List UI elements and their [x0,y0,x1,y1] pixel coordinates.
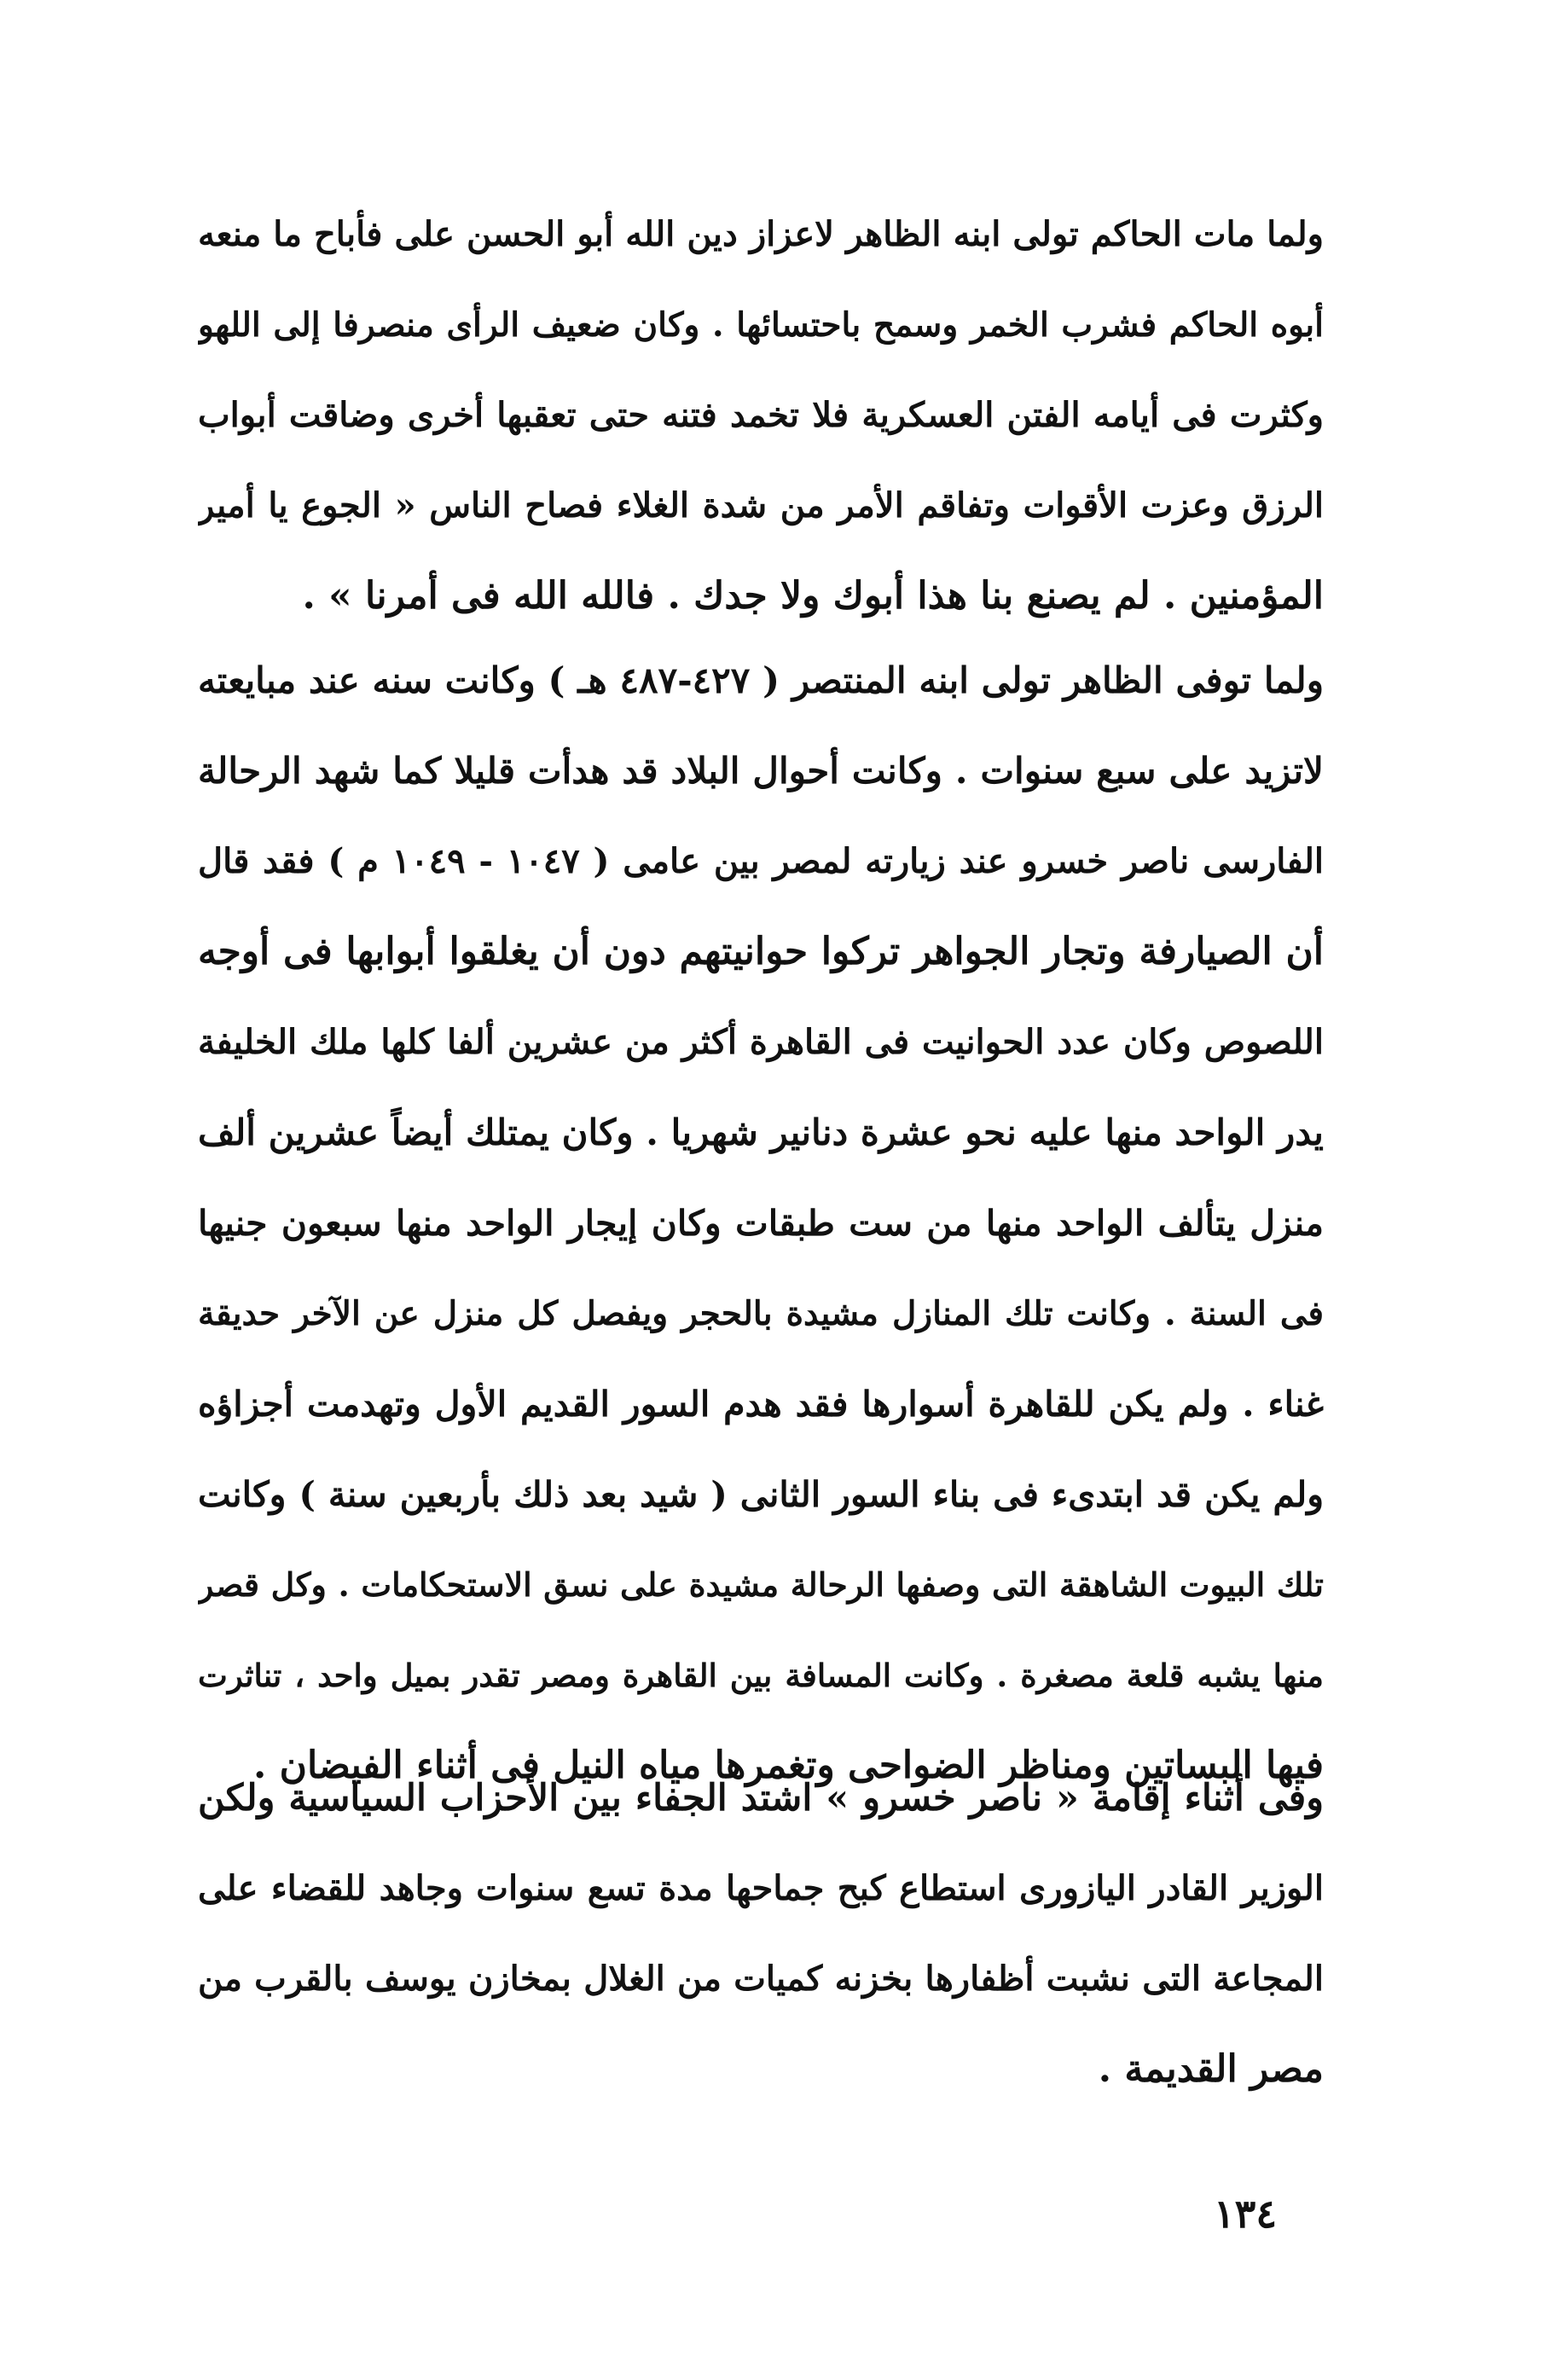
text-line: تلك البيوت الشاهقة التى وصفها الرحالة مشيدة على نسق الاستحكامات . وكل قصر [198,1565,1324,1604]
text-line: منزل يتألف الواحد منها من ست طبقات وكان إيجار الواحد منها سبعون جنيها [198,1203,1324,1244]
text-line: أن الصيارفة وتجار الجواهر تركوا حوانيتهم دون أن يغلقوا أبوابها فى أوجه [198,930,1324,973]
text-line: وفى أثناء إقامة « ناصر خسرو » اشتد الجفاء بين الأحزاب السياسية ولكن [198,1777,1324,1820]
text-line: اللصوص وكان عدد الحوانيت فى القاهرة أكثر من عشرين ألفا كلها ملك الخليفة [198,1022,1324,1062]
text-line: وكثرت فى أيامه الفتن العسكرية فلا تخمد فتنه حتى تعقبها أخرى وضاقت أبواب [198,395,1324,435]
paragraph-3 [198,1753,1324,2115]
text-line: فى السنة . وكانت تلك المنازل مشيدة بالحجر ويفصل كل منزل عن الآخر حديقة [198,1294,1324,1333]
text-line: الوزير القادر اليازورى استطاع كبح جماحها مدة تسع سنوات وجاهد للقضاء على [198,1868,1324,1908]
text-line: منها يشبه قلعة مصغرة . وكانت المسافة بين القاهرة ومصر تقدر بميل واحد ، تناثرت [198,1657,1324,1694]
text-line: المؤمنين . لم يصنع بنا هذا أبوك ولا جدك . فالله الله فى أمرنا » . [302,574,1324,618]
text-line: فيها البساتين ومناظر الضواحى وتغمرها مياه النيل فى أثناء الفيضان . [253,1744,1324,1787]
text-line: مصر القديمة . [1098,2047,1324,2091]
text-line: غناء . ولم يكن للقاهرة أسوارها فقد هدم السور القديم الأول وتهدمت أجزاؤه [198,1384,1324,1425]
text-line: أبوه الحاكم فشرب الخمر وسمح باحتسائها . وكان ضعيف الرأى منصرفا إلى اللهو [198,305,1324,345]
text-line: يدر الواحد منها عليه نحو عشرة دنانير شهريا . وكان يمتلك أيضاً عشرين ألف [198,1112,1324,1153]
text-line: ولم يكن قد ابتدىء فى بناء السور الثانى ( شيد بعد ذلك بأربعين سنة ) وكانت [198,1474,1324,1515]
text-line: لاتزيد على سبع سنوات . وكانت أحوال البلاد قد هدأت قليلا كما شهد الرحالة [198,750,1324,792]
text-line: المجاعة التى نشبت أظفارها بخزنه كميات من الغلال بمخازن يوسف بالقرب من [198,1959,1324,1999]
text-line: الفارسى ناصر خسرو عند زيارته لمصر بين عامى ( ١٠٤٧ - ١٠٤٩ م ) فقد قال [198,841,1324,881]
text-line: ولما توفى الظاهر تولى ابنه المنتصر ( ٤٢٧-٤٨٧ هـ ) وكانت سنه عند مبايعته [198,659,1324,701]
text-line: الرزق وعزت الأقوات وتفاقم الأمر من شدة الغلاء فصاح الناس « الجوع يا أمير [198,485,1324,525]
paragraph-1 [198,189,1324,641]
text-line: ولما مات الحاكم تولى ابنه الظاهر لاعزاز دين الله أبو الحسن على فأباح ما منعه [198,214,1324,254]
paragraph-2 [198,636,1324,1811]
page-number: ١٣٤ [1213,2191,1278,2237]
